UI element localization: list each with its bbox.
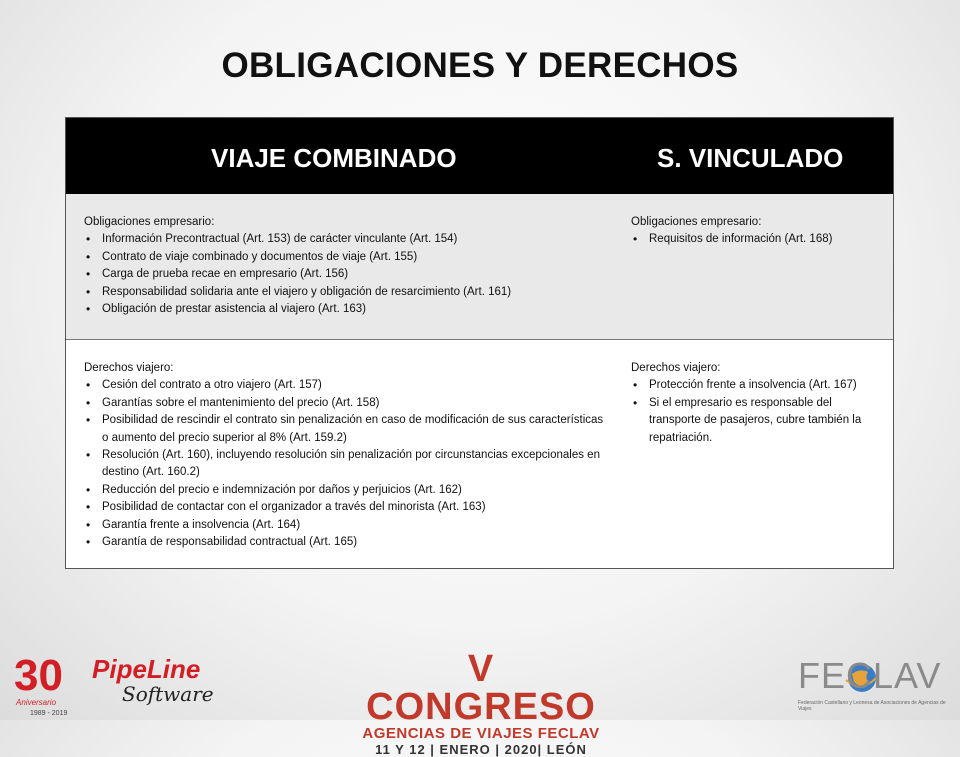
congreso-logo bbox=[350, 648, 612, 757]
list-item: • Garantías sobre el mantenimiento del precio (Art. 158) bbox=[84, 395, 604, 412]
pipeline-brand: PipeLine bbox=[92, 654, 201, 684]
list-item: • Posibilidad de rescindir el contrato sin penalización en caso de modificación de sus características o aumento del precio superior al 8% (Art. 159.2) bbox=[84, 412, 604, 447]
table-header bbox=[66, 118, 893, 194]
pipeline-script: Software bbox=[122, 682, 214, 706]
cell-heading: Derechos viajero: bbox=[84, 362, 174, 374]
cell-obligaciones-s-vinculado bbox=[631, 214, 881, 249]
bullet-list bbox=[84, 377, 604, 551]
cell-obligaciones-viaje-combinado bbox=[84, 214, 604, 318]
header-s-vinculado: S. VINCULADO bbox=[657, 143, 844, 173]
list-item: • Protección frente a insolvencia (Art. 167) bbox=[631, 377, 881, 394]
pipeline-logo bbox=[14, 652, 224, 716]
table-row-obligaciones bbox=[66, 194, 893, 340]
list-item: • Reducción del precio e indemnización por daños y perjuicios (Art. 162) bbox=[84, 482, 604, 499]
cell-heading: Obligaciones empresario: bbox=[84, 216, 215, 228]
list-item: • Garantía de responsabilidad contractual (Art. 165) bbox=[84, 534, 604, 551]
congreso-title: V CONGRESO bbox=[366, 648, 596, 728]
cell-derechos-s-vinculado bbox=[631, 360, 881, 447]
list-item: • Si el empresario es responsable del transporte de pasajeros, cubre también la repatriación. bbox=[631, 395, 881, 447]
cell-derechos-viaje-combinado bbox=[84, 360, 604, 551]
slide-title: OBLIGACIONES Y DERECHOS bbox=[221, 46, 739, 85]
list-item: • Carga de prueba recae en empresario (Art. 156) bbox=[84, 266, 604, 283]
list-item: • Garantía frente a insolvencia (Art. 164) bbox=[84, 517, 604, 534]
table-row-derechos bbox=[66, 340, 893, 568]
feclav-subtitle: Federación Castellano y Leonesa de Asociaciones de Agencias de Viajes bbox=[798, 700, 946, 712]
header-viaje-combinado: VIAJE COMBINADO bbox=[211, 143, 457, 173]
anniversary-number: 30 bbox=[14, 651, 63, 700]
list-item: • Contrato de viaje combinado y documentos de viaje (Art. 155) bbox=[84, 249, 604, 266]
feclav-logo bbox=[790, 656, 950, 716]
cell-heading: Obligaciones empresario: bbox=[631, 216, 762, 228]
list-item: • Responsabilidad solidaria ante el viajero y obligación de resarcimiento (Art. 161) bbox=[84, 284, 604, 301]
bullet-list bbox=[631, 377, 881, 447]
congreso-subtitle: AGENCIAS DE VIAJES FECLAV bbox=[362, 725, 600, 742]
list-item: • Resolución (Art. 160), incluyendo resolución sin penalización por circunstancias excepcionales en destino (Art. 160.2) bbox=[84, 447, 604, 482]
comparison-table bbox=[65, 117, 894, 569]
anniversary-label: Aniversario bbox=[16, 698, 57, 707]
list-item: • Cesión del contrato a otro viajero (Art. 157) bbox=[84, 377, 604, 394]
congreso-date: 11 Y 12 | ENERO | 2020| LEÓN bbox=[375, 742, 587, 757]
feclav-wordmark: FECLAV bbox=[798, 655, 942, 696]
bullet-list bbox=[84, 231, 604, 318]
list-item: • Información Precontractual (Art. 153) de carácter vinculante (Art. 154) bbox=[84, 231, 604, 248]
list-item: • Posibilidad de contactar con el organizador a través del minorista (Art. 163) bbox=[84, 499, 604, 516]
footer-logos bbox=[0, 640, 960, 757]
cell-heading: Derechos viajero: bbox=[631, 362, 721, 374]
list-item: • Requisitos de información (Art. 168) bbox=[631, 231, 881, 248]
anniversary-years: 1989 - 2019 bbox=[30, 710, 68, 717]
list-item: • Obligación de prestar asistencia al viajero (Art. 163) bbox=[84, 301, 604, 318]
bullet-list bbox=[631, 231, 881, 248]
